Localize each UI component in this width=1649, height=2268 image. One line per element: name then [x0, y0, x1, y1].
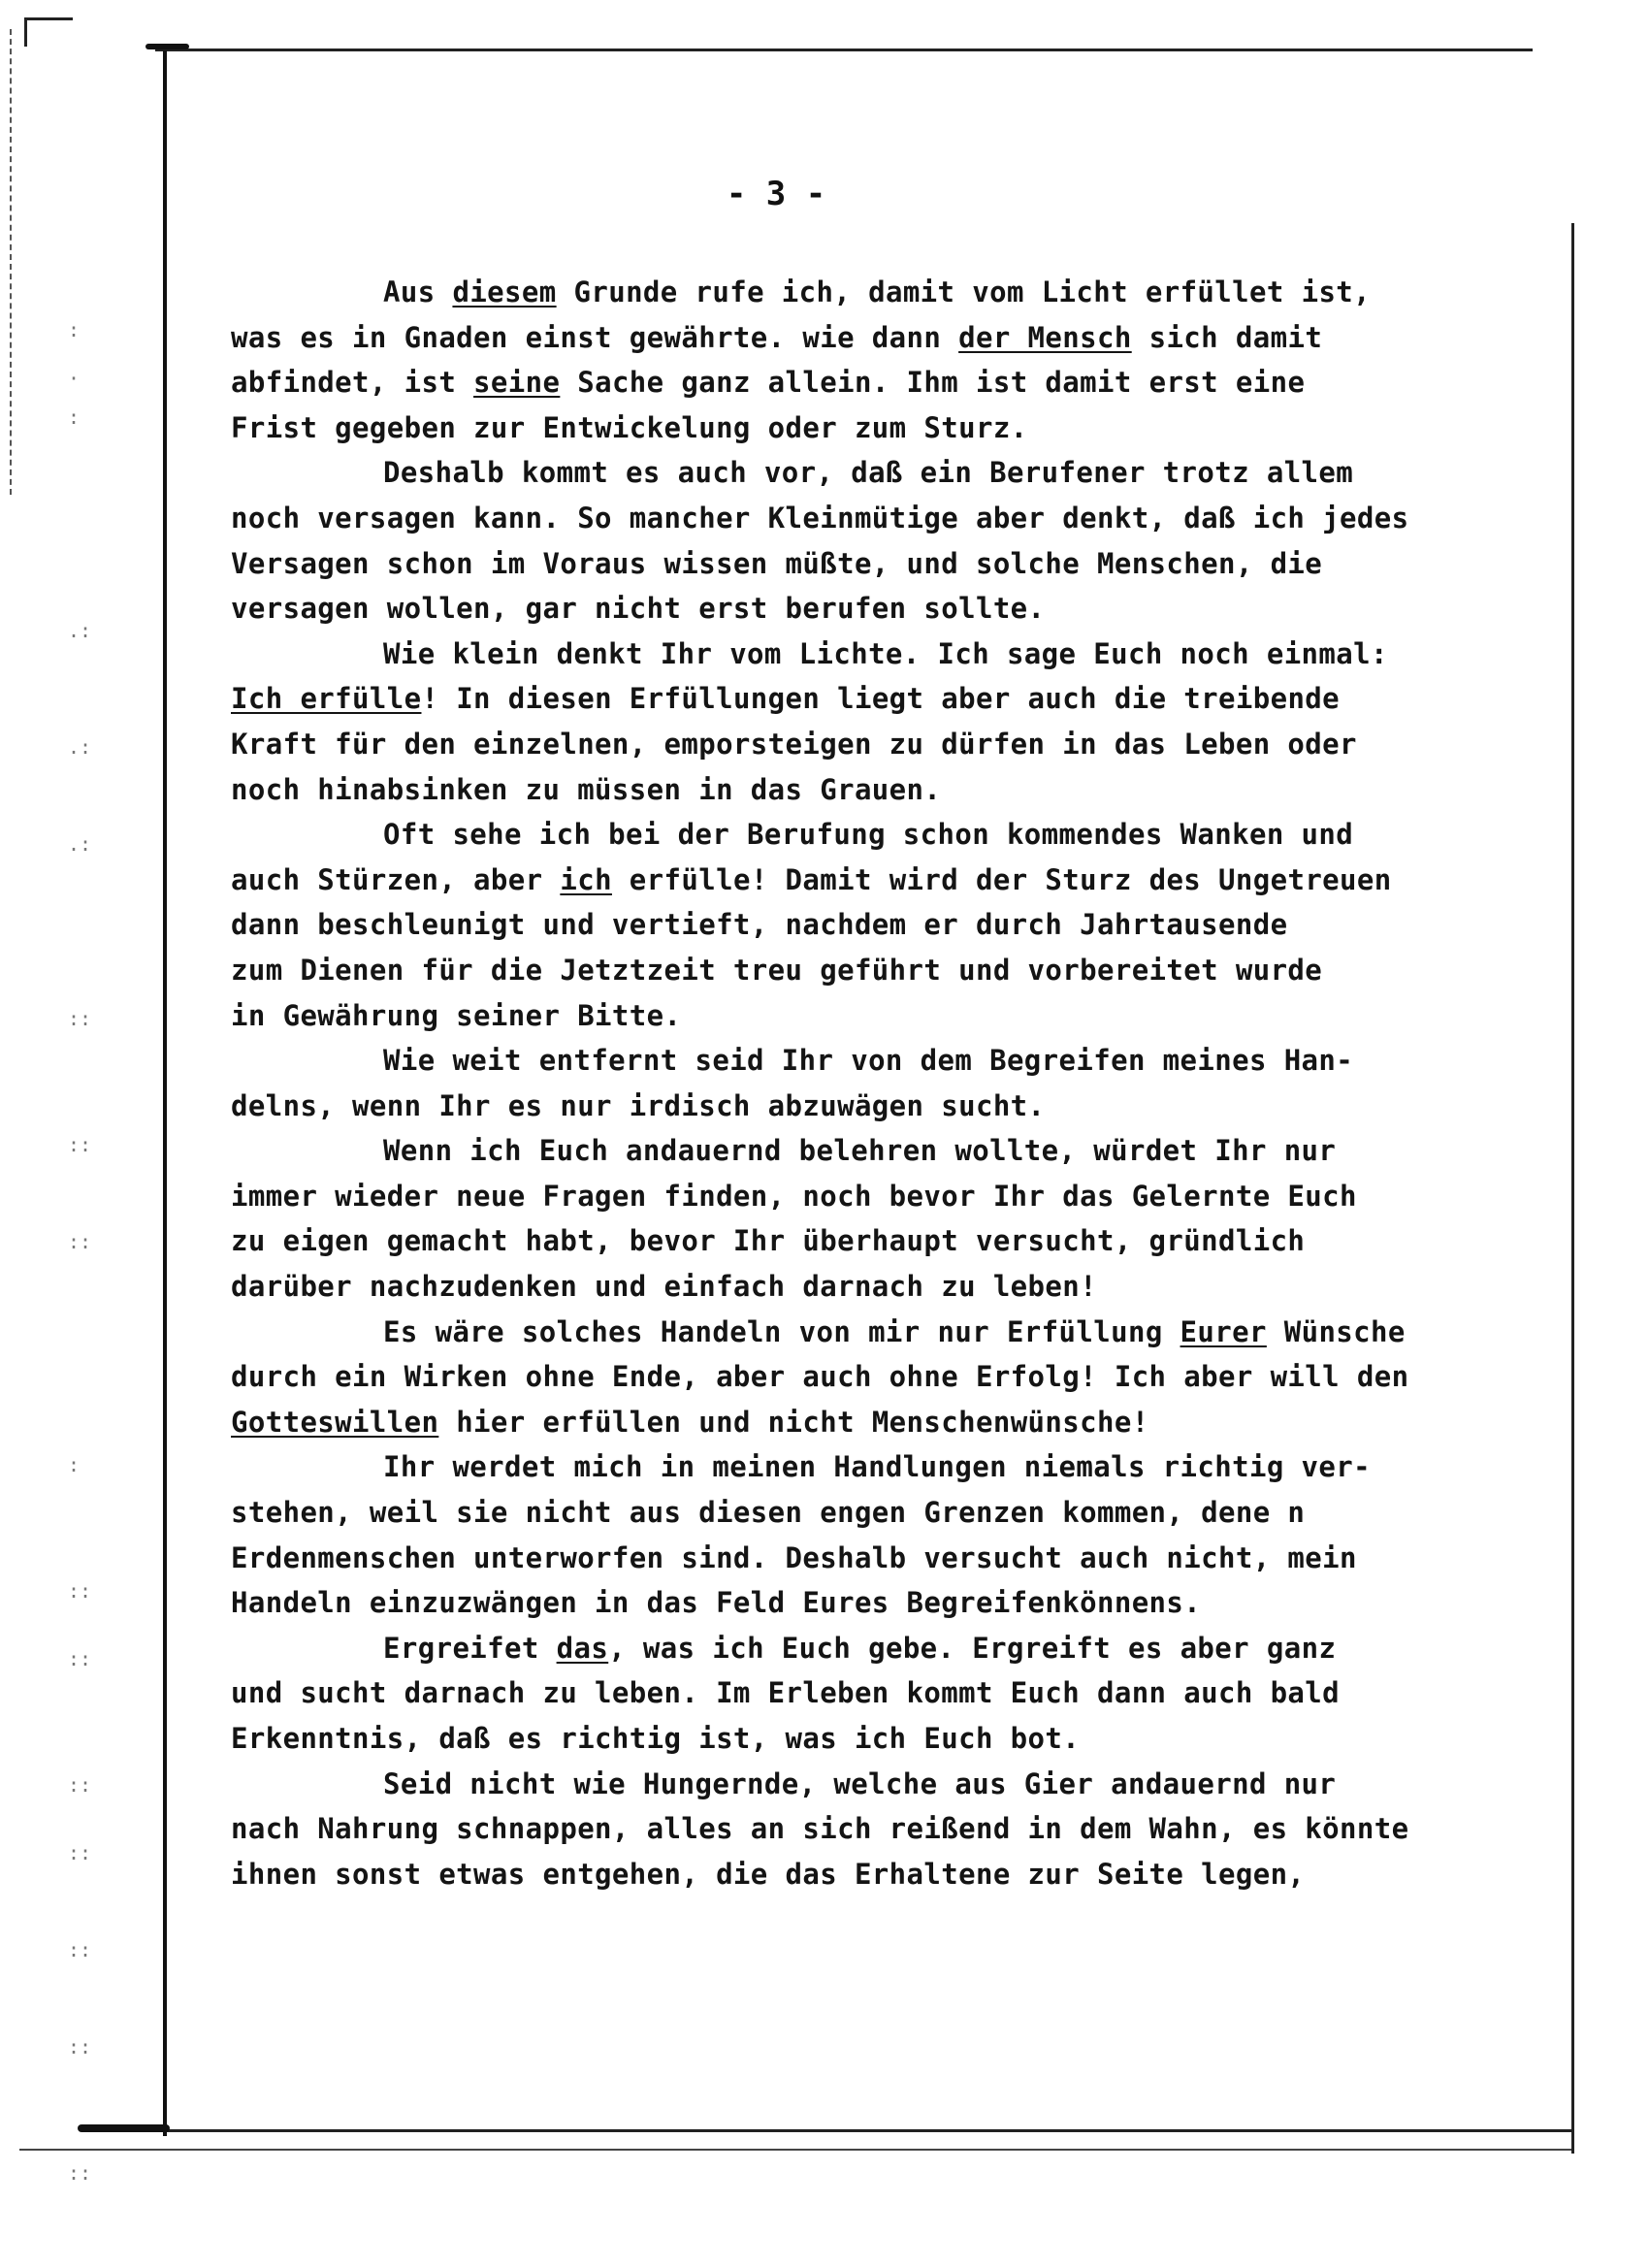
text-line [231, 450, 1531, 496]
text-line [231, 1128, 1531, 1174]
text-run: darüber nachzudenken und einfach darnach zu leben! [231, 1270, 1097, 1304]
scan-bottom-edge [19, 2149, 1571, 2151]
text-line [231, 632, 1531, 677]
underlined-word: seine [473, 366, 561, 400]
text-line [231, 812, 1531, 858]
underlined-word: der Mensch [958, 320, 1132, 354]
text-run: Wenn ich Euch andauernd belehren wollte, würdet Ihr nur [383, 1134, 1337, 1168]
text-line [231, 1490, 1531, 1536]
text-line [231, 1444, 1531, 1490]
text-run: Wie klein denkt Ihr vom Lichte. Ich sage Euch noch einmal: [383, 636, 1388, 670]
text-run: erfülle! Damit wird der Sturz des Ungetreuen [611, 862, 1392, 896]
page-top-border [155, 49, 1533, 51]
text-run: durch ein Wirken ohne Ende, aber auch ohne Erfolg! Ich aber will den [231, 1360, 1409, 1394]
page-bottom-border [155, 2129, 1571, 2132]
page-right-border [1571, 223, 1574, 2154]
text-run: Wünsche [1266, 1314, 1406, 1348]
typewritten-page: : · : .: .: .: :: :: :: : :: :: :: :: :: :: :: - 3 - Aus diesem Grunde rufe ich, damit vom Licht erfüllet ist, was es in Gnaden einst gewährte. wie dann der Mensch sich damit abfindet, ist seine Sache ganz allein. Ihm ist damit erst eine Frist gegeben zur Entwickelung oder zum Sturz. Deshalb kommt es auch vor, daß ein Berufener trotz allem noch versagen kann. So mancher Kleinmütige aber denkt, daß ich jedes Versagen schon im Voraus wissen müßte, und solche Menschen, die versagen wollen, gar nicht erst berufen sollte. Wie klein denkt Ihr vom Lichte. Ich sage Euch noch einmal: Ich erfülle! In diesen Erfüllungen liegt aber auch die treibende Kraft für den einzelnen, emporsteigen zu dürfen in das Leben oder noch hinabsinken zu müssen in das Grauen. Oft sehe ich bei der Berufung schon kommendes Wanken und auch Stürzen, aber ich erfülle! Damit wird der Sturz des Ungetreuen dann beschleunigt und vertieft, nachdem er durch Jahrtausende zum Dienen für die Jetztzeit treu geführt und vorbereitet wurde in Gewährung seiner Bitte. Wie weit entfernt seid Ihr von dem Begreifen meines Han- delns, wenn Ihr es nur irdisch abzuwägen sucht. Wenn ich Euch andauernd belehren wollte, würdet Ihr nur immer wieder neue Fragen finden, noch bevor Ihr das Gelernte Euch zu eigen gemacht habt, bevor Ihr überhaupt versucht, gründlich darüber nachzudenken und einfach darnach zu leben! Es wäre solches Handeln von mir nur Erfüllung Eurer Wünsche durch ein Wirken ohne Ende, aber auch ohne Erfolg! Ich aber will den Gotteswillen hier erfüllen und nicht Menschenwünsche! Ihr werdet mich in meinen Handlungen niemals richtig ver- stehen, weil sie nicht aus diesen engen Grenzen kommen, dene n Erdenmenschen unterworfen sind. Deshalb versucht auch nicht, mein Handeln einzuzwängen in das Feld Eures Begreifenkönnens. Ergreifet das, was ich Euch gebe. Ergreift es aber ganz und sucht darnach zu leben. Im Erleben kommt Euch dann auch bald Erkenntnis, daß es richtig ist, was ich Euch bot. Seid nicht wie Hungernde, welche aus Gier andauernd nur nach Nahrung schnappen, alles an sich reißend in dem Wahn, es könnte ihnen sonst etwas entgehen, die das Erhaltene zur Seite legen, [0, 0, 1649, 2268]
text-run: Wie weit entfernt seid Ihr von dem Begreifen meines Han- [383, 1044, 1354, 1078]
binding-holes-edge [10, 29, 14, 495]
body-text [231, 270, 1531, 1896]
text-line [231, 1806, 1531, 1852]
text-line [231, 1354, 1531, 1400]
binder-spine [163, 50, 167, 2136]
text-run: zum Dienen für die Jetztzeit treu geführt und vorbereitet wurde [231, 953, 1323, 987]
underlined-word: Eurer [1180, 1314, 1267, 1348]
text-line [231, 270, 1531, 315]
text-run: Aus [383, 275, 453, 308]
text-run: stehen, weil sie nicht aus diesen engen Grenzen kommen, dene n [231, 1496, 1306, 1530]
text-run: Erdenmenschen unterworfen sind. Deshalb versucht auch nicht, mein [231, 1540, 1357, 1574]
text-line [231, 1218, 1531, 1264]
text-line [231, 858, 1531, 903]
text-line [231, 1626, 1531, 1671]
text-line [231, 1400, 1531, 1445]
text-run: was es in Gnaden einst gewährte. wie dann [231, 320, 959, 354]
text-line [231, 496, 1531, 541]
text-line [231, 676, 1531, 722]
page-number: - 3 - [726, 175, 826, 213]
text-line [231, 902, 1531, 948]
underlined-word: diesem [452, 275, 557, 308]
underlined-word: das [556, 1631, 609, 1665]
text-line [231, 1264, 1531, 1310]
text-run: ihnen sonst etwas entgehen, die das Erhaltene zur Seite legen, [231, 1857, 1306, 1891]
text-line [231, 1716, 1531, 1762]
text-run: sich damit [1131, 320, 1323, 354]
text-line [231, 541, 1531, 587]
text-run: in Gewährung seiner Bitte. [231, 998, 682, 1032]
text-run: Seid nicht wie Hungernde, welche aus Gier andauernd nur [383, 1766, 1337, 1800]
text-run: delns, wenn Ihr es nur irdisch abzuwägen sucht. [231, 1088, 1046, 1122]
text-line [231, 1174, 1531, 1219]
text-run: Sache ganz allein. Ihm ist damit erst eine [560, 366, 1306, 400]
text-line [231, 586, 1531, 632]
text-line [231, 1038, 1531, 1084]
text-line [231, 1762, 1531, 1807]
text-line [231, 993, 1531, 1039]
text-run: und sucht darnach zu leben. Im Erleben kommt Euch dann auch bald [231, 1676, 1341, 1710]
text-line [231, 1536, 1531, 1581]
text-run: noch hinabsinken zu müssen in das Grauen. [231, 772, 942, 806]
text-run: Frist gegeben zur Entwickelung oder zum Sturz. [231, 410, 1028, 444]
text-line [231, 360, 1531, 405]
text-line [231, 1580, 1531, 1626]
text-line [231, 315, 1531, 361]
text-run: Handeln einzuzwängen in das Feld Eures Begreifenkönnens. [231, 1586, 1202, 1620]
text-run: Oft sehe ich bei der Berufung schon kommendes Wanken und [383, 818, 1354, 852]
text-run: hier erfüllen und nicht Menschenwünsche! [438, 1405, 1149, 1439]
scan-corner-mark [24, 17, 73, 20]
text-line [231, 767, 1531, 813]
underlined-word: Ich erfülle [231, 682, 422, 716]
text-line [231, 1670, 1531, 1716]
text-run: Versagen schon im Voraus wissen müßte, und solche Menschen, die [231, 546, 1323, 580]
text-run: dann beschleunigt und vertieft, nachdem er durch Jahrtausende [231, 908, 1288, 942]
scan-corner-mark-vertical [24, 17, 27, 47]
text-run: noch versagen kann. So mancher Kleinmütige aber denkt, daß ich jedes [231, 501, 1409, 535]
binder-spine-top [146, 44, 189, 49]
text-line [231, 1852, 1531, 1897]
text-run: Ihr werdet mich in meinen Handlungen niemals richtig ver- [383, 1450, 1371, 1484]
text-run: Es wäre solches Handeln von mir nur Erfüllung [383, 1314, 1180, 1348]
binder-spine-bottom [78, 2124, 170, 2132]
text-run: , was ich Euch gebe. Ergreift es aber ganz [608, 1631, 1337, 1665]
text-run: Grunde rufe ich, damit vom Licht erfüllet ist, [556, 275, 1372, 308]
text-run: immer wieder neue Fragen finden, noch bevor Ihr das Gelernte Euch [231, 1179, 1357, 1213]
text-run: auch Stürzen, aber [231, 862, 561, 896]
text-run: zu eigen gemacht habt, bevor Ihr überhaupt versucht, gründlich [231, 1224, 1306, 1258]
text-run: versagen wollen, gar nicht erst berufen sollte. [231, 592, 1046, 626]
text-run: ! In diesen Erfüllungen liegt aber auch die treibende [421, 682, 1341, 716]
text-run: nach Nahrung schnappen, alles an sich reißend in dem Wahn, es könnte [231, 1812, 1409, 1846]
underlined-word: ich [560, 862, 612, 896]
text-run: Deshalb kommt es auch vor, daß ein Berufener trotz allem [383, 456, 1354, 490]
text-run: Kraft für den einzelnen, emporsteigen zu dürfen in das Leben oder [231, 727, 1357, 761]
text-run: Ergreifet [383, 1631, 557, 1665]
text-line [231, 1310, 1531, 1355]
text-line [231, 948, 1531, 993]
text-line [231, 722, 1531, 767]
text-line [231, 1084, 1531, 1129]
text-line [231, 405, 1531, 451]
text-run: Erkenntnis, daß es richtig ist, was ich Euch bot. [231, 1722, 1081, 1755]
text-run: abfindet, ist [231, 366, 474, 400]
underlined-word: Gotteswillen [231, 1405, 439, 1439]
